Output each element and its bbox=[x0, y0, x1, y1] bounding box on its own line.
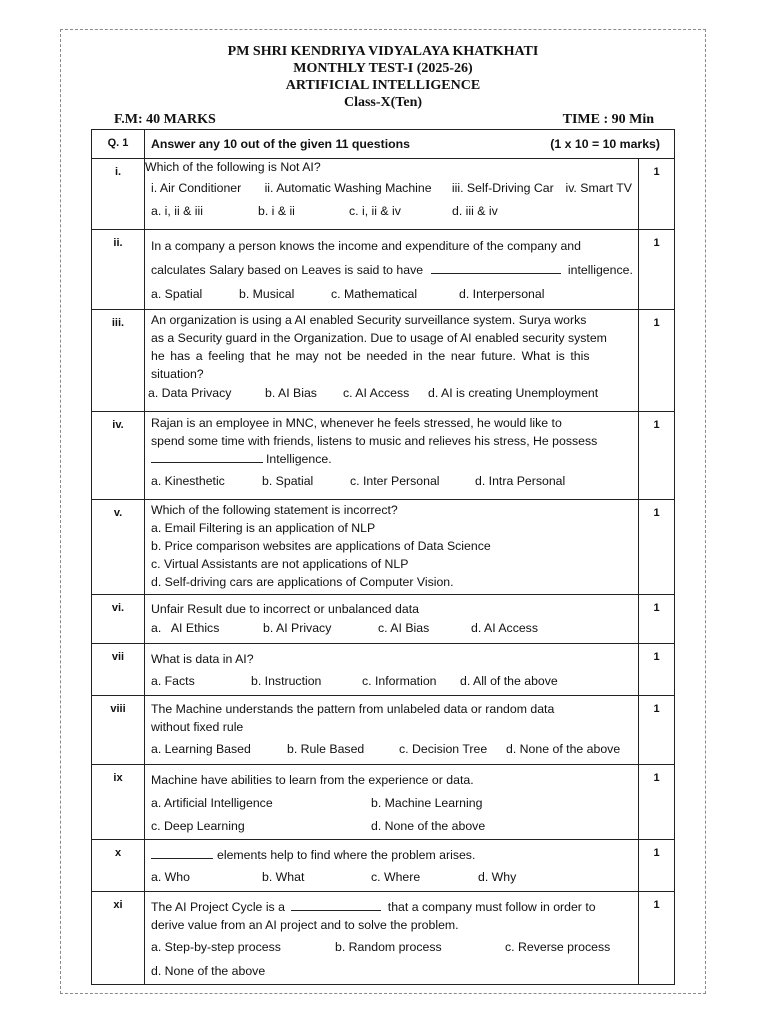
option: c. Reverse process bbox=[505, 940, 611, 954]
option: a. Facts bbox=[151, 674, 195, 688]
option: b. Random process bbox=[335, 940, 442, 954]
section-header-row bbox=[92, 130, 675, 159]
question-body bbox=[145, 840, 639, 892]
statement-line: a. Email Filtering is an application of NLP bbox=[151, 521, 376, 535]
question-options bbox=[151, 865, 632, 889]
question-text-line bbox=[151, 845, 632, 865]
question-options bbox=[151, 669, 632, 693]
question-marks: 1 bbox=[639, 230, 675, 310]
section-instruction-cell bbox=[145, 130, 675, 159]
question-text-line bbox=[151, 450, 632, 468]
question-text-line bbox=[151, 898, 632, 916]
time-allowed: TIME : 90 Min bbox=[562, 112, 654, 127]
question-body bbox=[145, 412, 639, 500]
question-text-line: he has a feeling that he may not be needed in the near future. What is this bbox=[151, 349, 590, 363]
question-row bbox=[92, 310, 675, 412]
full-marks: F.M: 40 MARKS bbox=[114, 112, 216, 127]
option: a. Data Privacy bbox=[148, 386, 232, 400]
option: d. iii & iv bbox=[452, 204, 498, 218]
question-body bbox=[145, 765, 639, 840]
answer-blank bbox=[291, 898, 381, 911]
question-text: calculates Salary based on Leaves is said to have bbox=[151, 263, 424, 277]
answer-blank bbox=[431, 261, 561, 274]
option: c. Information bbox=[362, 674, 437, 688]
question-row bbox=[92, 840, 675, 892]
option: b. Spatial bbox=[262, 474, 314, 488]
question-stem: What is data in AI? bbox=[151, 652, 254, 666]
question-body bbox=[145, 595, 639, 644]
question-options bbox=[148, 383, 638, 403]
option: c. AI Bias bbox=[378, 621, 430, 635]
question-text: Intelligence. bbox=[266, 452, 332, 466]
question-marks: 1 bbox=[639, 595, 675, 644]
option: d. AI Access bbox=[471, 621, 538, 635]
question-body bbox=[145, 892, 639, 985]
question-number: v. bbox=[92, 500, 145, 595]
question-body bbox=[145, 696, 639, 765]
statement-line: d. Self-driving cars are applications of Computer Vision. bbox=[151, 575, 454, 589]
question-marks: 1 bbox=[639, 892, 675, 985]
question-row bbox=[92, 892, 675, 985]
question-text: intelligence. bbox=[567, 263, 633, 277]
question-text-line: without fixed rule bbox=[151, 720, 244, 734]
option: a. Learning Based bbox=[151, 742, 251, 756]
question-body bbox=[145, 644, 639, 696]
option: d. AI is creating Unemployment bbox=[428, 386, 599, 400]
question-options bbox=[151, 468, 632, 494]
test-title: MONTHLY TEST-I (2025-26) bbox=[293, 61, 473, 76]
option: a. i, ii & iii bbox=[151, 204, 203, 218]
question-options bbox=[151, 282, 632, 306]
option: a. Kinesthetic bbox=[151, 474, 225, 488]
question-stem: Which of the following statement is incorrect? bbox=[151, 503, 398, 517]
option: d. All of the above bbox=[460, 674, 558, 688]
question-number: iii. bbox=[92, 310, 145, 412]
item: i. Air Conditioner bbox=[151, 181, 242, 195]
question-number: iv. bbox=[92, 412, 145, 500]
question-stem: Unfair Result due to incorrect or unbalanced data bbox=[151, 602, 419, 616]
option: b. Instruction bbox=[251, 674, 322, 688]
question-options bbox=[151, 200, 632, 222]
question-number: viii bbox=[92, 696, 145, 765]
question-stem: Which of the following is Not AI? bbox=[145, 160, 321, 174]
question-options bbox=[151, 934, 632, 960]
option: c. Mathematical bbox=[331, 287, 418, 301]
question-text-line: situation? bbox=[151, 367, 204, 381]
option: b. Machine Learning bbox=[371, 796, 483, 810]
section-instruction: Answer any 10 out of the given 11 questions bbox=[151, 137, 410, 151]
question-row bbox=[92, 159, 675, 230]
option: a. Spatial bbox=[151, 287, 203, 301]
question-number: vi. bbox=[92, 595, 145, 644]
question-row bbox=[92, 230, 675, 310]
answer-blank bbox=[151, 450, 263, 463]
section-marks: (1 x 10 = 10 marks) bbox=[550, 137, 660, 151]
option: b. Rule Based bbox=[287, 742, 365, 756]
question-options bbox=[151, 736, 632, 762]
item: iv. Smart TV bbox=[565, 181, 632, 195]
item: iii. Self-Driving Car bbox=[451, 181, 554, 195]
item: ii. Automatic Washing Machine bbox=[264, 181, 432, 195]
option: c. Deep Learning bbox=[151, 819, 245, 833]
school-name: PM SHRI KENDRIYA VIDYALAYA KHATKHATI bbox=[227, 44, 539, 59]
question-marks: 1 bbox=[639, 840, 675, 892]
option: c. Where bbox=[371, 870, 421, 884]
question-body bbox=[145, 500, 639, 595]
question-options bbox=[151, 960, 632, 982]
question-text-line bbox=[151, 258, 632, 282]
option: c. i, ii & iv bbox=[349, 204, 401, 218]
question-text: The AI Project Cycle is a bbox=[151, 900, 285, 914]
answer-blank bbox=[151, 846, 213, 859]
question-number: xi bbox=[92, 892, 145, 985]
option: b. AI Privacy bbox=[263, 621, 332, 635]
option: d. None of the above bbox=[506, 742, 621, 756]
question-number: i. bbox=[92, 159, 145, 230]
question-row bbox=[92, 412, 675, 500]
option: a. AI Ethics bbox=[151, 621, 220, 635]
question-marks: 1 bbox=[639, 644, 675, 696]
question-marks: 1 bbox=[639, 500, 675, 595]
option: c. Decision Tree bbox=[399, 742, 488, 756]
question-marks: 1 bbox=[639, 765, 675, 840]
option: b. What bbox=[262, 870, 305, 884]
option: b. i & ii bbox=[258, 204, 295, 218]
question-items bbox=[151, 176, 632, 200]
question-row bbox=[92, 696, 675, 765]
question-text-line: derive value from an AI project and to solve the problem. bbox=[151, 918, 459, 932]
question-stem: Machine have abilities to learn from the experience or data. bbox=[151, 773, 474, 787]
question-text-line: as a Security guard in the Organization. Due to usage of AI enabled security system bbox=[151, 331, 607, 345]
question-stem: elements help to find where the problem arises. bbox=[217, 848, 476, 862]
option: a. Artificial Intelligence bbox=[151, 796, 273, 810]
option: c. Inter Personal bbox=[350, 474, 440, 488]
question-text-line: spend some time with friends, listens to music and relieves his stress, He possess bbox=[151, 434, 598, 448]
question-body bbox=[145, 230, 639, 310]
option: d. Intra Personal bbox=[475, 474, 566, 488]
question-number: ii. bbox=[92, 230, 145, 310]
question-body bbox=[145, 310, 639, 412]
question-marks: 1 bbox=[639, 412, 675, 500]
question-text: that a company must follow in order to bbox=[387, 900, 596, 914]
question-options bbox=[151, 618, 632, 638]
option: b. Musical bbox=[239, 287, 295, 301]
subject-title: ARTIFICIAL INTELLIGENCE bbox=[285, 78, 481, 93]
option: a. Step-by-step process bbox=[151, 940, 281, 954]
option: d. None of the above bbox=[151, 964, 266, 978]
option: c. AI Access bbox=[343, 386, 410, 400]
question-marks: 1 bbox=[639, 310, 675, 412]
question-marks: 1 bbox=[639, 159, 675, 230]
question-text-line: Rajan is an employee in MNC, whenever he feels stressed, he would like to bbox=[151, 416, 562, 430]
statement-line: b. Price comparison websites are applications of Data Science bbox=[151, 539, 491, 553]
question-text-line: An organization is using a AI enabled Security surveillance system. Surya works bbox=[151, 313, 587, 327]
option: b. AI Bias bbox=[265, 386, 317, 400]
question-text-line: The Machine understands the pattern from unlabeled data or random data bbox=[151, 702, 555, 716]
option: a. Who bbox=[151, 870, 190, 884]
question-number: vii bbox=[92, 644, 145, 696]
question-options bbox=[151, 815, 632, 837]
question-row bbox=[92, 765, 675, 840]
option: d. Why bbox=[478, 870, 517, 884]
statement-line: c. Virtual Assistants are not applications of NLP bbox=[151, 557, 409, 571]
question-row bbox=[92, 500, 675, 595]
section-qno: Q. 1 bbox=[92, 130, 145, 159]
question-table bbox=[91, 129, 675, 985]
question-row bbox=[92, 595, 675, 644]
question-text-line: In a company a person knows the income and expenditure of the company and bbox=[151, 239, 581, 253]
option: d. None of the above bbox=[371, 819, 486, 833]
question-number: x bbox=[92, 840, 145, 892]
question-body bbox=[145, 159, 639, 230]
question-marks: 1 bbox=[639, 696, 675, 765]
option: d. Interpersonal bbox=[459, 287, 545, 301]
question-row bbox=[92, 644, 675, 696]
question-number: ix bbox=[92, 765, 145, 840]
class-title: Class-X(Ten) bbox=[343, 95, 423, 110]
question-options bbox=[151, 791, 632, 815]
